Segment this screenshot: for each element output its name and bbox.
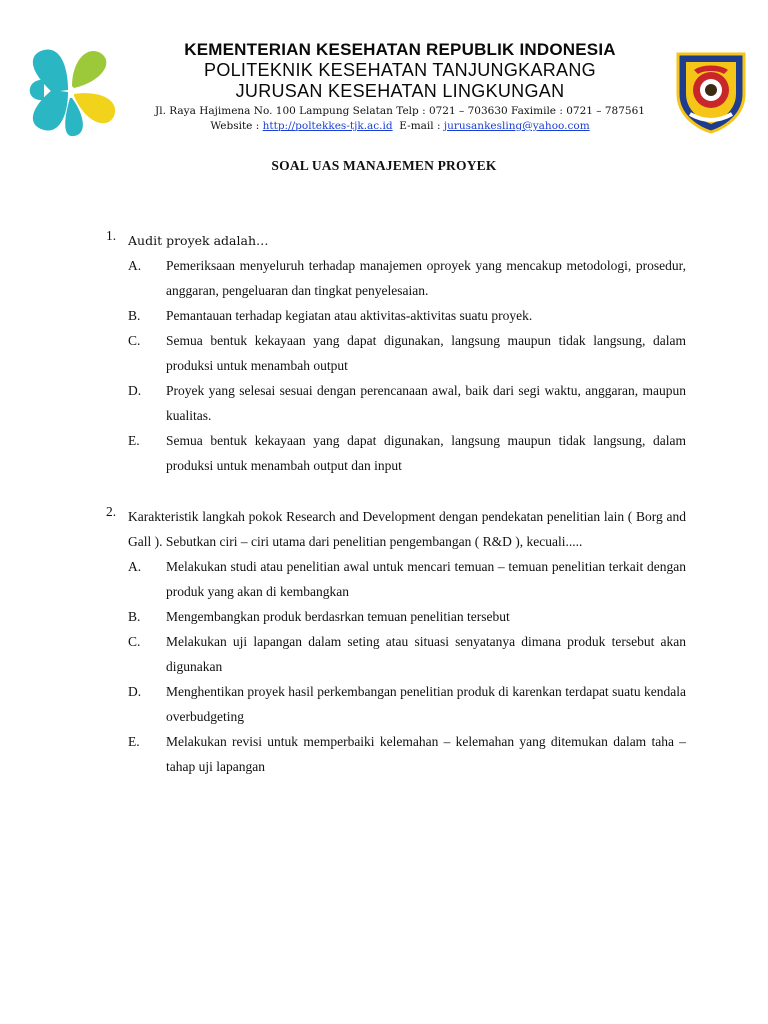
option-letter: B. — [128, 609, 141, 624]
option-text: Melakukan studi atau penelitian awal untuk mencari temuan – temuan penelitian terkait dengan produk yang akan di kembangkan — [166, 559, 686, 599]
question-list — [106, 228, 686, 805]
option-letter: C. — [128, 333, 141, 348]
answer-options — [128, 253, 686, 478]
document-title: SOAL UAS MANAJEMEN PROYEK — [271, 158, 497, 173]
option-letter: D. — [128, 383, 142, 398]
question-number: 2. — [106, 504, 117, 519]
option-letter: E. — [128, 734, 140, 749]
ministry-name: KEMENTERIAN KESEHATAN REPUBLIK INDONESIA — [184, 40, 616, 59]
option-text: Proyek yang selesai sesuai dengan perencanaan awal, baik dari segi waktu, anggaran, maupun kualitas. — [166, 383, 686, 423]
option-letter: D. — [128, 684, 142, 699]
option-text: Menghentikan proyek hasil perkembangan penelitian produk di karenkan terdapat suatu kendala overbudgeting — [166, 684, 686, 724]
option-e — [128, 428, 686, 478]
letterhead-text — [130, 40, 670, 133]
question-text: Audit proyek adalah… — [128, 233, 269, 248]
school-name: POLITEKNIK KESEHATAN TANJUNGKARANG — [204, 60, 596, 80]
option-b — [128, 303, 686, 328]
kemenkes-logo-icon — [22, 40, 126, 140]
option-letter: E. — [128, 433, 140, 448]
option-letter: A. — [128, 559, 142, 574]
department-name: JURUSAN KESEHATAN LINGKUNGAN — [235, 81, 565, 101]
answer-options — [128, 554, 686, 779]
option-text: Melakukan revisi untuk memperbaiki kelemahan – kelemahan yang ditemukan dalam taha – tahap uji lapangan — [166, 734, 686, 774]
question-2 — [106, 504, 686, 779]
website-link[interactable]: http://poltekkes-tjk.ac.id — [262, 120, 393, 132]
option-text: Mengembangkan produk berdasrkan temuan penelitian tersebut — [166, 609, 510, 624]
option-a — [128, 554, 686, 604]
option-b — [128, 604, 686, 629]
option-text: Pemeriksaan menyeluruh terhadap manajemen oproyek yang mencakup metodologi, prosedur, anggaran, pengeluaran dan tingkat penyelesaian. — [166, 258, 686, 298]
option-letter: C. — [128, 634, 141, 649]
option-d — [128, 679, 686, 729]
lampung-crest-icon — [672, 48, 750, 134]
option-text: Semua bentuk kekayaan yang dapat digunakan, langsung maupun tidak langsung, dalam produksi untuk menambah output — [166, 333, 686, 373]
email-link[interactable]: jurusankesling@yahoo.com — [443, 120, 590, 132]
option-letter: B. — [128, 308, 141, 323]
email-label: E-mail : — [399, 120, 441, 132]
question-number: 1. — [106, 228, 117, 243]
address-line: Jl. Raya Hajimena No. 100 Lampung Selatan Telp : 0721 – 703630 Faximile : 0721 – 787561 — [155, 105, 645, 117]
letterhead — [0, 0, 768, 150]
question-text: Karakteristik langkah pokok Research and Development dengan pendekatan penelitian lain ( Borg and Gall ). Sebutkan ciri – ciri utama dari penelitian pengembangan ( R&D ), kecuali..... — [128, 509, 686, 549]
option-letter: A. — [128, 258, 142, 273]
option-e — [128, 729, 686, 779]
option-c — [128, 629, 686, 679]
website-label: Website : — [210, 120, 260, 132]
option-a — [128, 253, 686, 303]
contact-line — [130, 119, 670, 133]
option-text: Semua bentuk kekayaan yang dapat digunakan, langsung maupun tidak langsung, dalam produksi untuk menambah output dan input — [166, 433, 686, 473]
question-1 — [106, 228, 686, 478]
option-c — [128, 328, 686, 378]
option-text: Melakukan uji lapangan dalam seting atau situasi senyatanya dimana produk tersebut akan digunakan — [166, 634, 686, 674]
option-text: Pemantauan terhadap kegiatan atau aktivitas-aktivitas suatu proyek. — [166, 308, 533, 323]
option-d — [128, 378, 686, 428]
